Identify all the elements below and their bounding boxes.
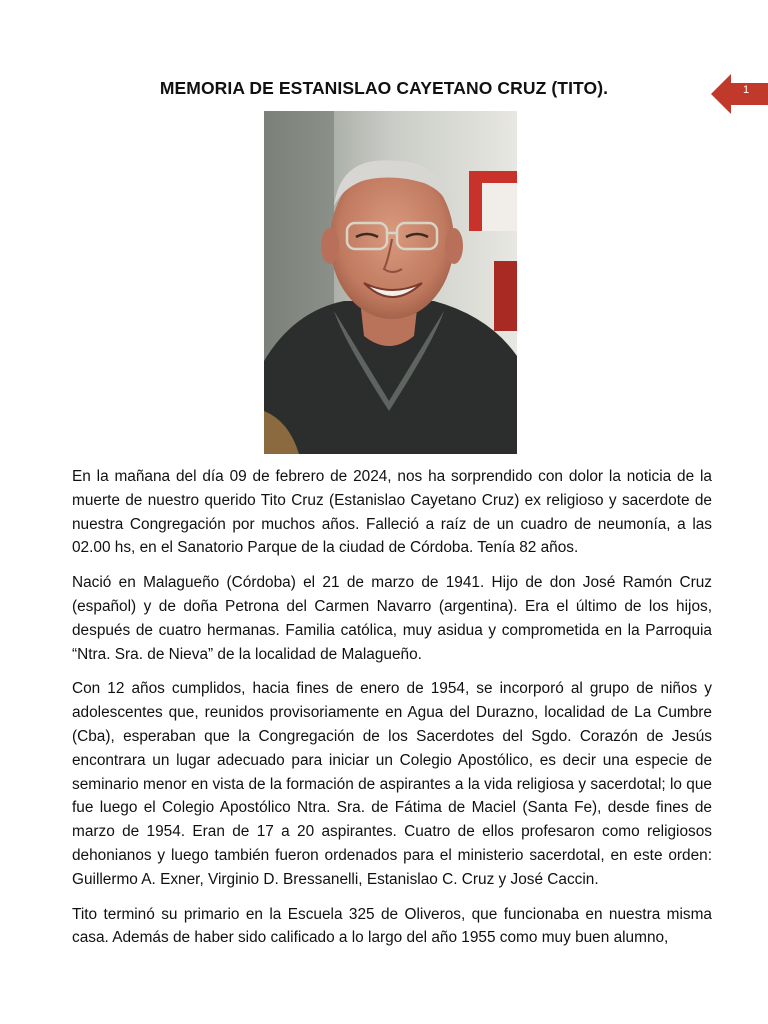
page-number-marker — [711, 74, 768, 114]
body-text — [72, 465, 712, 961]
page-number: 1 — [742, 84, 750, 96]
portrait-photo — [264, 111, 517, 454]
paragraph: Nació en Malagueño (Córdoba) el 21 de marzo de 1941. Hijo de don José Ramón Cruz (español) y de doña Petrona del Carmen Navarro (argentina). Era el último de los hijos, después de cuatro hermanas. Familia católica, muy asidua y comprometida en la Parroquia “Ntra. Sra. de Nieva” de la localidad de Malagueño. — [72, 574, 712, 663]
paragraph: Tito terminó su primario en la Escuela 325 de Oliveros, que funcionaba en nuestra misma casa. Además de haber sido calificado a lo largo del año 1955 como muy buen alumno, — [72, 905, 712, 947]
page-title: MEMORIA DE ESTANISLAO CAYETANO CRUZ (TITO). — [159, 78, 609, 98]
paragraph: Con 12 años cumplidos, hacia fines de enero de 1954, se incorporó al grupo de niños y adolescentes que, reunidos provisoriamente en Agua del Durazno, localidad de La Cumbre (Cba), esperaban que la Congregación de los Sacerdotes del Sgdo. Corazón de Jesús encontrara un lugar adecuado para iniciar un Colegio Apostólico, es decir una especie de seminario menor en vista de la formación de aspirantes a la vida religiosa y sacerdotal; lo que fue luego el Colegio Apostólico Ntra. Sra. de Fátima de Maciel (Santa Fe), desde fines de marzo de 1954. Eran de 17 a 20 aspirantes. Cuatro de ellos profesaron como religiosos dehonianos y luego también fueron ordenados para el ministerio sacerdotal, en este orden: Guillermo A. Exner, Virginio D. Bressanelli, Estanislao C. Cruz y José Caccin. — [72, 680, 712, 888]
portrait-image — [264, 111, 517, 454]
paragraph: En la mañana del día 09 de febrero de 2024, nos ha sorprendido con dolor la noticia de la muerte de nuestro querido Tito Cruz (Estanislao Cayetano Cruz) ex religioso y sacerdote de nuestra Congregación por muchos años. Falleció a raíz de un cuadro de neumonía, a las 02.00 hs, en el Sanatorio Parque de la ciudad de Córdoba. Tenía 82 años. — [72, 468, 712, 557]
